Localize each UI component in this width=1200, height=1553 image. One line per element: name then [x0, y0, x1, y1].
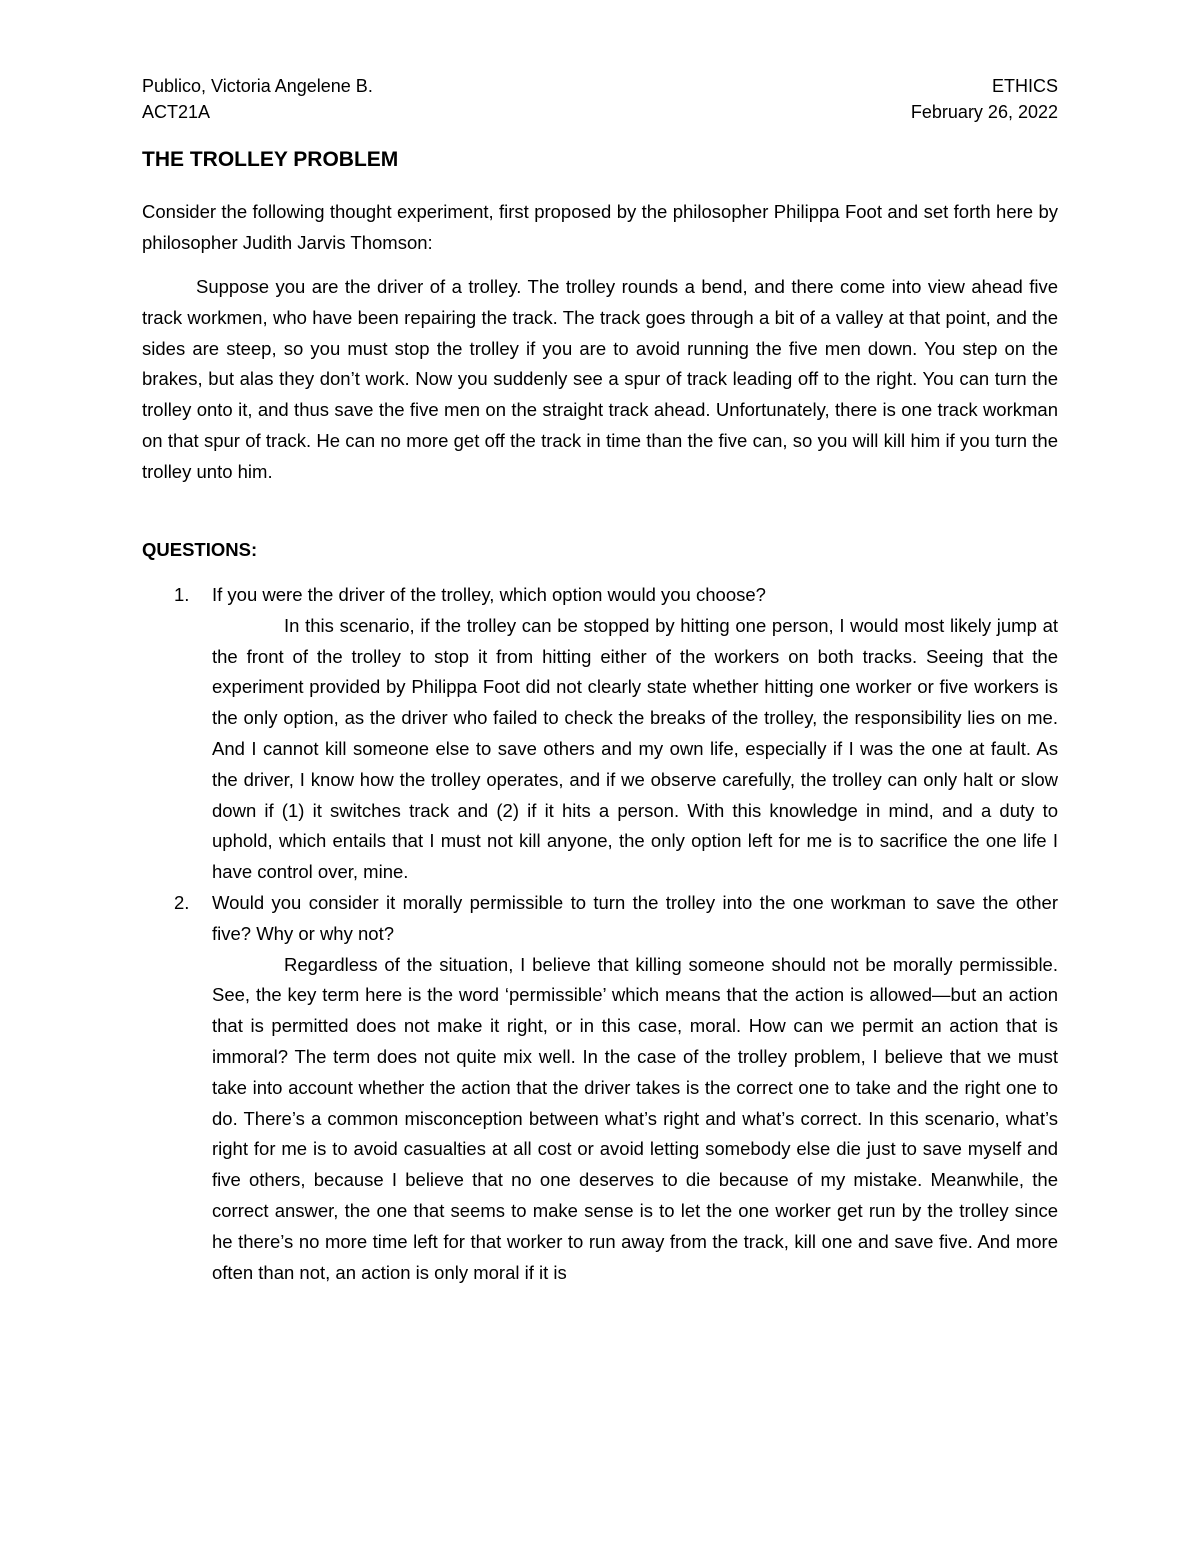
- answer-text: In this scenario, if the trolley can be stopped by hitting one person, I would most likely jump at the front of the trolley to stop it from hitting either of the workers on both tracks. Seeing that the experiment provided by Philippa Foot did not clearly state whether hitting one worker or five workers is the only option, as the driver who failed to check the breaks of the trolley, the responsibility lies on me. And I cannot kill someone else to save others and my own life, especially if I was the one at fault. As the driver, I know how the trolley operates, and if we observe carefully, the trolley can only halt or slow down if (1) it switches track and (2) if it hits a person. With this knowledge in mind, and a duty to uphold, which entails that I must not kill anyone, the only option left for me is to sacrifice the one life I have control over, mine.: [212, 614, 1058, 883]
- header-row-1: [142, 73, 1058, 99]
- answer-text: Regardless of the situation, I believe that killing someone should not be morally permissible. See, the key term here is the word ‘permissible’ which means that the action is allowed—but an action that is permitted does not make it right, or in this case, moral. How can we permit an action that is immoral? The term does not quite mix well. In the case of the trolley problem, I believe that we must take into account whether the action that the driver takes is the correct one to take and the right one to do. There’s a common misconception between what’s right and what’s correct. In this scenario, what’s right for me is to avoid casualties at all cost or avoid letting somebody else die just to save myself and five others, because I believe that no one deserves to die because of my mistake. Meanwhile, the correct answer, the one that seems to make sense is to let the one worker get run by the trolley since he there’s no more time left for that worker to run away from the track, kill one and save five. And more often than not, an action is only moral if it is: [212, 953, 1058, 1283]
- questions-list: [142, 580, 1058, 1288]
- header-row-2: [142, 99, 1058, 125]
- author-name: Publico, Victoria Angelene B.: [142, 76, 373, 96]
- section-label: ACT21A: [142, 102, 211, 122]
- document-header: [142, 73, 1058, 125]
- document-title: THE TROLLEY PROBLEM: [142, 148, 399, 171]
- question-text: Would you consider it morally permissible to turn the trolley into the one workman to save the other five? Why or why not?: [212, 891, 1058, 944]
- subject-label: ETHICS: [991, 76, 1058, 96]
- question-number: 1.: [174, 584, 190, 605]
- quoted-scenario: Suppose you are the driver of a trolley. The trolley rounds a bend, and there come into view ahead five track workmen, who have been repairing the track. The track goes through a bit of a valley at that point, and the sides are steep, so you must stop the trolley if you are to avoid running the five men down. You step on the brakes, but alas they don’t work. Now you suddenly see a spur of track leading off to the right. You can turn the trolley onto it, and thus save the five men on the straight track ahead. Unfortunately, there is one track workman on that spur of track. He can no more get off the track in time than the five can, so you will kill him if you turn the trolley unto him.: [142, 276, 1058, 482]
- intro-paragraph: Consider the following thought experiment, first proposed by the philosopher Philippa Foot and set forth here by philosopher Judith Jarvis Thomson:: [142, 201, 1058, 253]
- questions-heading: QUESTIONS:: [142, 539, 258, 560]
- question-item-1: [142, 580, 1058, 888]
- question-number: 2.: [174, 891, 190, 913]
- question-text: If you were the driver of the trolley, which option would you choose?: [212, 584, 766, 605]
- question-item-2: [142, 888, 1058, 1288]
- document-date: February 26, 2022: [910, 102, 1058, 122]
